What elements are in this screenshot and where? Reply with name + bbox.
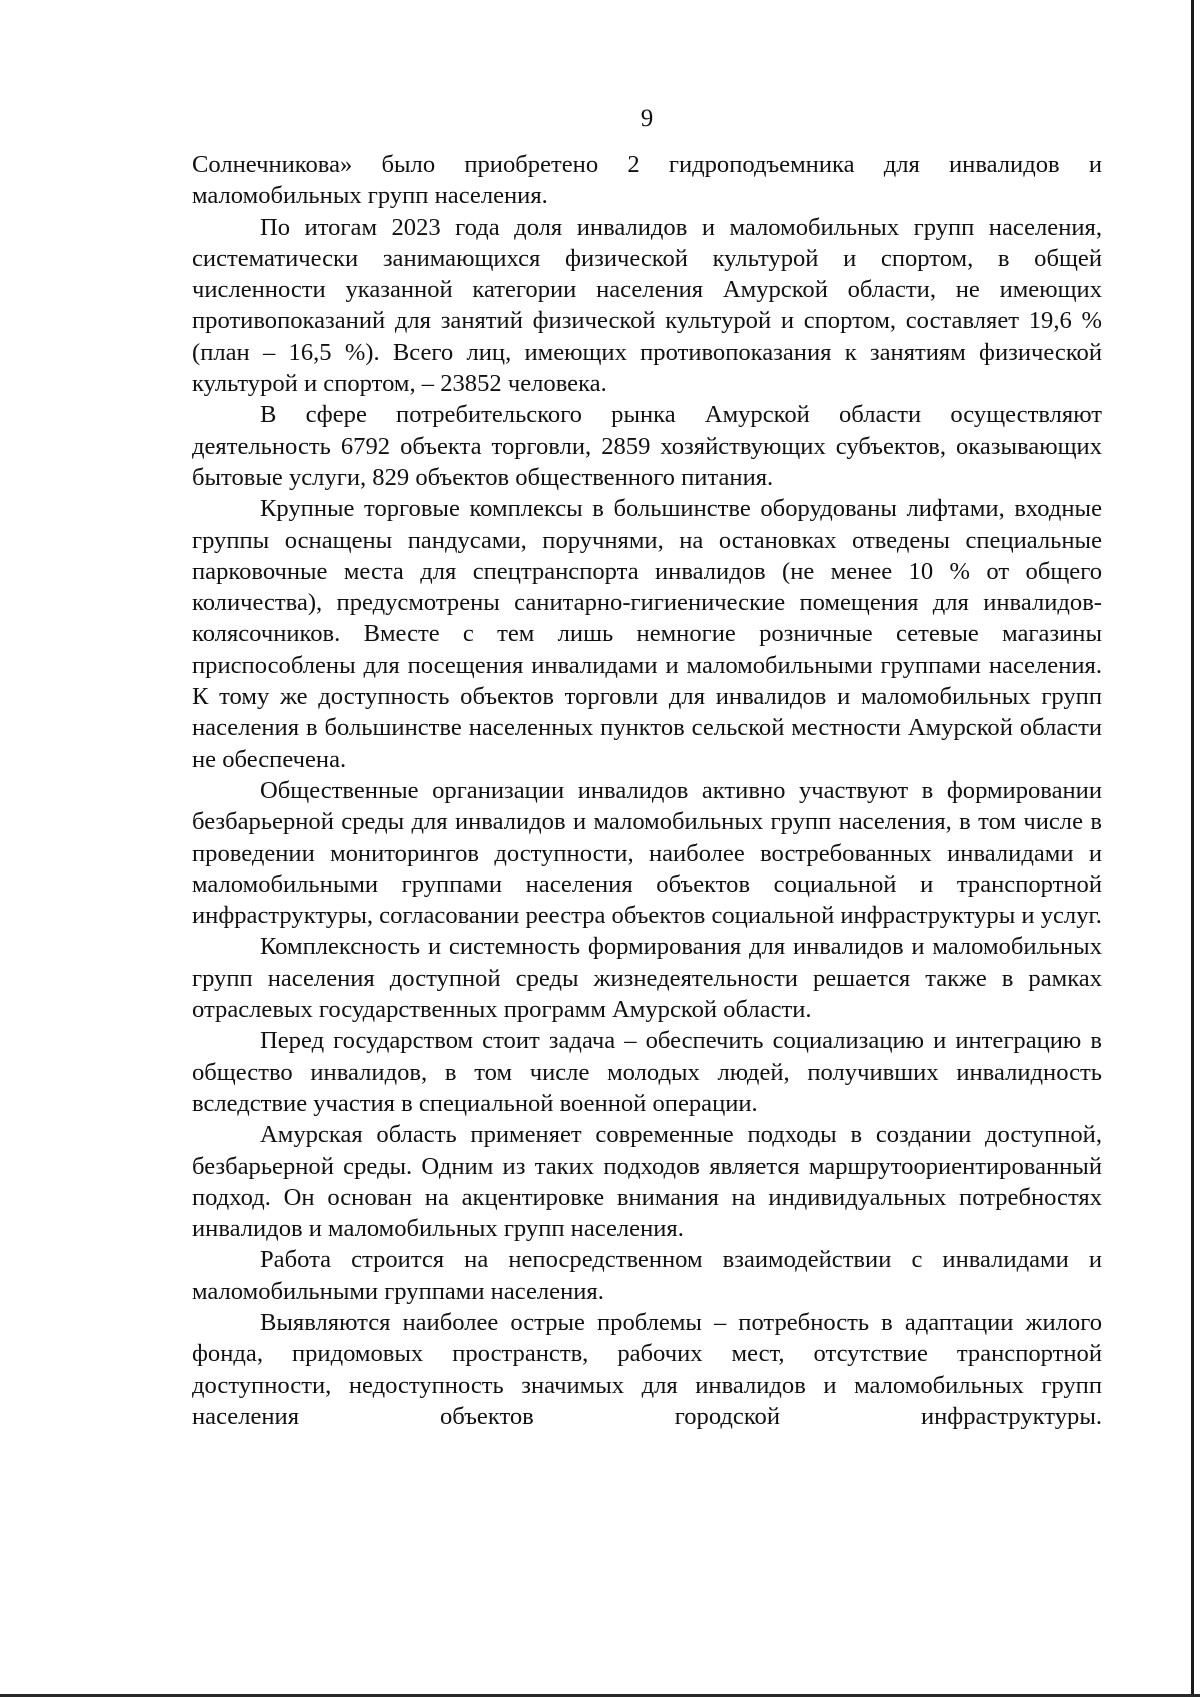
paragraph-1: Солнечникова» было приобретено 2 гидроподъемника для инвалидов и маломобильных групп населения. (192, 151, 1102, 210)
paragraph-4: Крупные торговые комплексы в большинстве оборудованы лифтами, входные группы оснащены пандусами, поручнями, на остановках отведены специальные парковочные места для спецтранспорта инвалидов (не менее 10 % от общего количества), предусмотрены санитарно-гигиенические помещения для инвалидов-колясочников. Вместе с тем лишь немногие розничные сетевые магазины приспособлены для посещения инвалидами и маломобильными группами населения. К тому же доступность объектов торговли для инвалидов и маломобильных групп населения в большинстве населенных пунктов сельской местности Амурской области не обеспечена. (192, 495, 1102, 773)
paragraph-5: Общественные организации инвалидов активно участвуют в формировании безбарьерной среды для инвалидов и маломобильных групп населения, в том числе в проведении мониторингов доступности, наиболее востребованных инвалидами и маломобильными группами населения объектов социальной и транспортной инфраструктуры, согласовании реестра объектов социальной инфраструктуры и услуг. (192, 776, 1102, 930)
paragraph-2: По итогам 2023 года доля инвалидов и маломобильных групп населения, систематически занимающихся физической культурой и спортом, в общей численности указанной категории населения Амурской области, не имеющих противопоказаний для занятий физической культурой и спортом, составляет 19,6 % (план – 16,5 %). Всего лиц, имеющих противопоказания к занятиям физической культурой и спортом, – 23852 человека. (192, 213, 1102, 398)
paragraph-3: В сфере потребительского рынка Амурской области осуществляют деятельность 6792 объекта торговли, 2859 хозяйствующих субъектов, оказывающих бытовые услуги, 829 объектов общественного питания. (192, 401, 1102, 491)
paragraph-6: Комплексность и системность формирования для инвалидов и маломобильных групп населения доступной среды жизнедеятельности решается также в рамках отраслевых государственных программ Амурской области. (192, 933, 1102, 1024)
paragraph-9: Работа строится на непосредственном взаимодействии с инвалидами и маломобильными группами населения. (192, 1246, 1102, 1305)
paragraph-7: Перед государством стоит задача – обеспечить социализацию и интеграцию в общество инвалидов, в том числе молодых людей, получивших инвалидность вследствие участия в специальной военной операции. (192, 1027, 1102, 1117)
document-page (192, 103, 1102, 1432)
paragraph-10: Выявляются наиболее острые проблемы – потребность в адаптации жилого фонда, придомовых пространств, рабочих мест, отсутствие транспортной доступности, недоступность значимых для инвалидов и маломобильных групп населения объектов городской инфраструктуры. (192, 1308, 1102, 1430)
paragraph-8: Амурская область применяет современные подходы в создании доступной, безбарьерной среды. Одним из таких подходов является маршрутоориентированный подход. Он основан на акцентировке внимания на индивидуальных потребностях инвалидов и маломобильных групп населения. (192, 1121, 1102, 1243)
scan-edge-right (1191, 0, 1194, 1697)
page-number: 9 (640, 105, 654, 132)
